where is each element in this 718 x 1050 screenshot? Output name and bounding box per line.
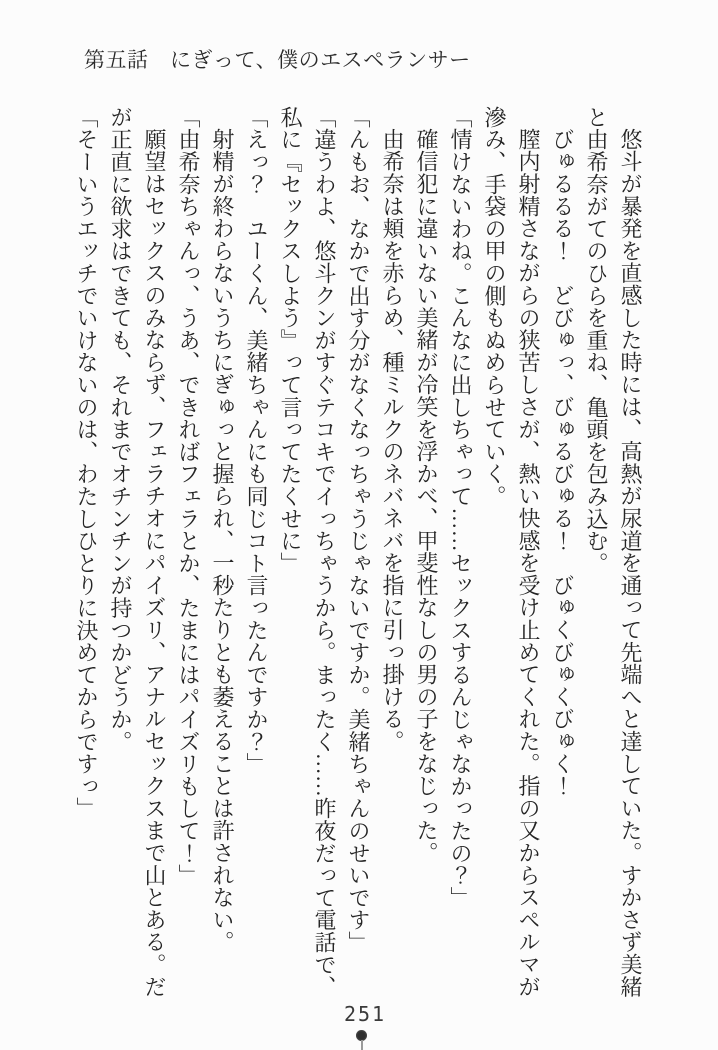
paragraph: びゅるるる！ どびゅっ、びゅるびゅる！ びゅくびゅくびゅく！ bbox=[550, 128, 575, 797]
paragraph: 「んもお、なかで出す分がなくなっちゃうじゃないですか。美緒ちゃんのせいです」 bbox=[346, 106, 371, 954]
paragraph: 膣内射精さながらの狭苦しさが、熱い快感を受け止めてくれた。指の又からスペルマが滲み、手袋の甲の側もぬめらせていく。 bbox=[482, 106, 541, 998]
cursor-stem bbox=[361, 1040, 363, 1050]
paragraph: 「情けないわね。こんなに出しちゃって……セックスするんじゃなかったの？」 bbox=[448, 106, 473, 909]
paragraph: 確信犯に違いない美緒が冷笑を浮かべ、甲斐性なしの男の子をなじった。 bbox=[414, 128, 439, 864]
page-number: 251 bbox=[343, 1002, 387, 1026]
body-text bbox=[69, 106, 647, 999]
paragraph: 由希奈は頬を赤らめ、種ミルクのネバネバを指に引っ掛ける。 bbox=[380, 128, 405, 753]
cursor-marker bbox=[356, 1030, 370, 1050]
paragraph: 悠斗が暴発を直感した時には、高熱が尿道を通って先端へと達していた。すかさず美緒と由希奈がてのひらを重ね、亀頭を包み込む。 bbox=[584, 106, 643, 998]
paragraph: 射精が終わらないうちにぎゅっと握られ、一秒たりとも萎えることは許されない。 bbox=[210, 128, 235, 954]
paragraph: 「違うわよ、悠斗クンがすぐテコキでイっちゃうから。まったく……昨夜だって電話で、私に『セックスしよう』って言ってたくせに」 bbox=[278, 106, 337, 998]
paragraph: 「そーいうエッチでいけないのは、わたしひとりに決めてからですっ」 bbox=[74, 106, 99, 820]
paragraph: 「由希奈ちゃんっ、うあ、できればフェラとか、たまにはパイズリもして！」 bbox=[176, 106, 201, 887]
chapter-header: 第五話 にぎって、僕のエスペランサー bbox=[84, 48, 471, 72]
paragraph: 願望はセックスのみならず、フェラチオにパイズリ、アナルセックスまで山とある。だが正直に欲求はできても、それまでオチンチンが持つかどうか。 bbox=[108, 106, 167, 998]
paragraph: 「えっ？ ユーくん、美緒ちゃんにも同じコト言ったんですか？」 bbox=[244, 106, 269, 775]
